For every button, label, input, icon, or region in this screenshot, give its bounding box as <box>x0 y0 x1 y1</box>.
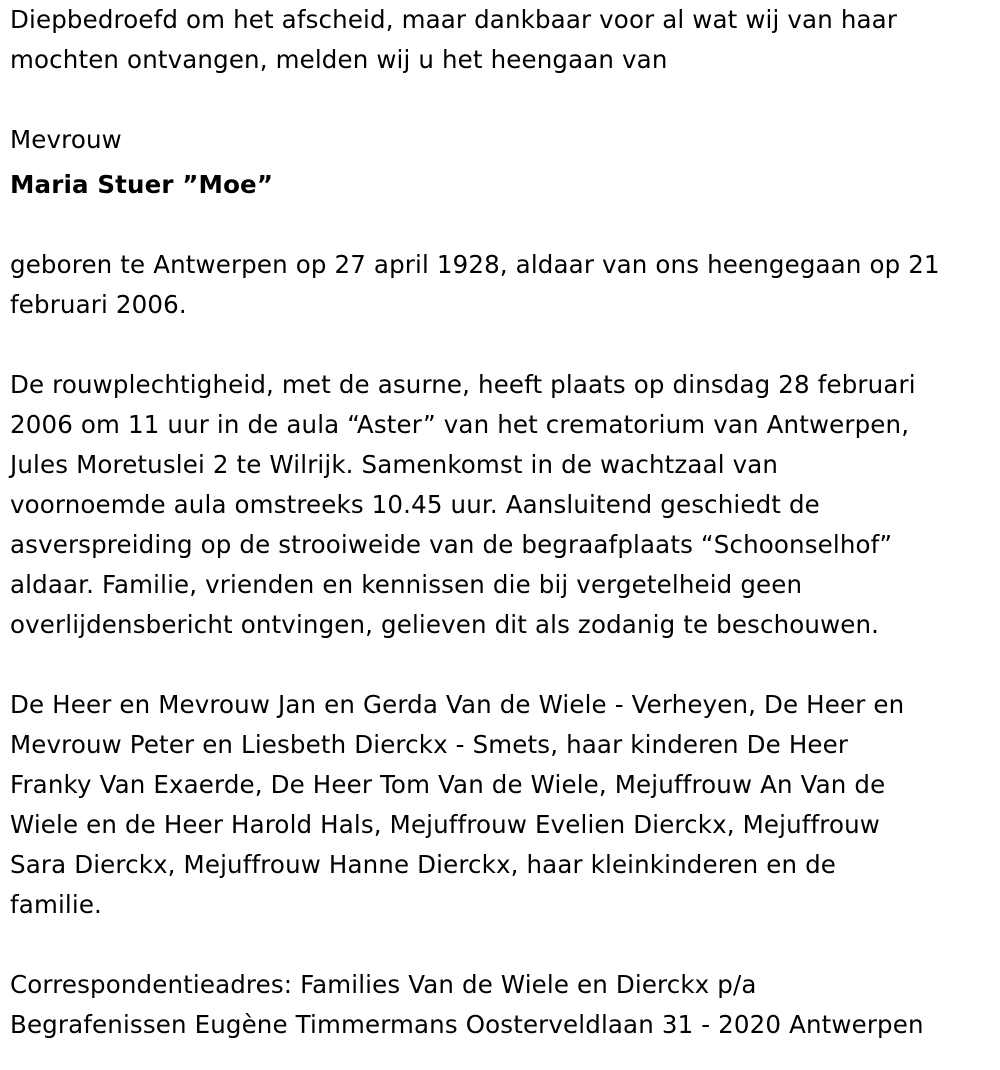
ceremony-paragraph: De rouwplechtigheid, met de asurne, heeft plaats op dinsdag 28 februari 2006 om 11 uur in de aula “Aster” van het crematorium van Antwerpen, Jules Moretuslei 2 te Wilrijk. Samenkomst in de wachtzaal van voornoemde aula omstreeks 10.45 uur. Aansluitend geschiedt de asverspreiding op de strooiweide van de begraafplaats “Schoonselhof” aldaar. Familie, vrienden en kennissen die bij vergetelheid geen overlijdensbericht ontvingen, gelieven dit als zodanig te beschouwen. <box>10 370 916 639</box>
honorific: Mevrouw <box>10 125 122 154</box>
deceased-name: Maria Stuer ”Moe” <box>10 170 274 199</box>
birth-death-paragraph: geboren te Antwerpen op 27 april 1928, aldaar van ons heengegaan op 21 februari 2006. <box>10 250 940 319</box>
intro-paragraph: Diepbedroefd om het afscheid, maar dankbaar voor al wat wij van haar mochten ontvangen, melden wij u het heengaan van <box>10 5 898 74</box>
family-paragraph: De Heer en Mevrouw Jan en Gerda Van de Wiele - Verheyen, De Heer en Mevrouw Peter en Liesbeth Dierckx - Smets, haar kinderen De Heer Franky Van Exaerde, De Heer Tom Van de Wiele, Mejuffrouw An Van de Wiele en de Heer Harold Hals, Mejuffrouw Evelien Dierckx, Mejuffrouw Sara Dierckx, Mejuffrouw Hanne Dierckx, haar kleinkinderen en de familie. <box>10 690 905 919</box>
correspondence-paragraph: Correspondentieadres: Families Van de Wiele en Dierckx p/a Begrafenissen Eugène Timmermans Oosterveldlaan 31 - 2020 Antwerpen <box>10 970 924 1039</box>
